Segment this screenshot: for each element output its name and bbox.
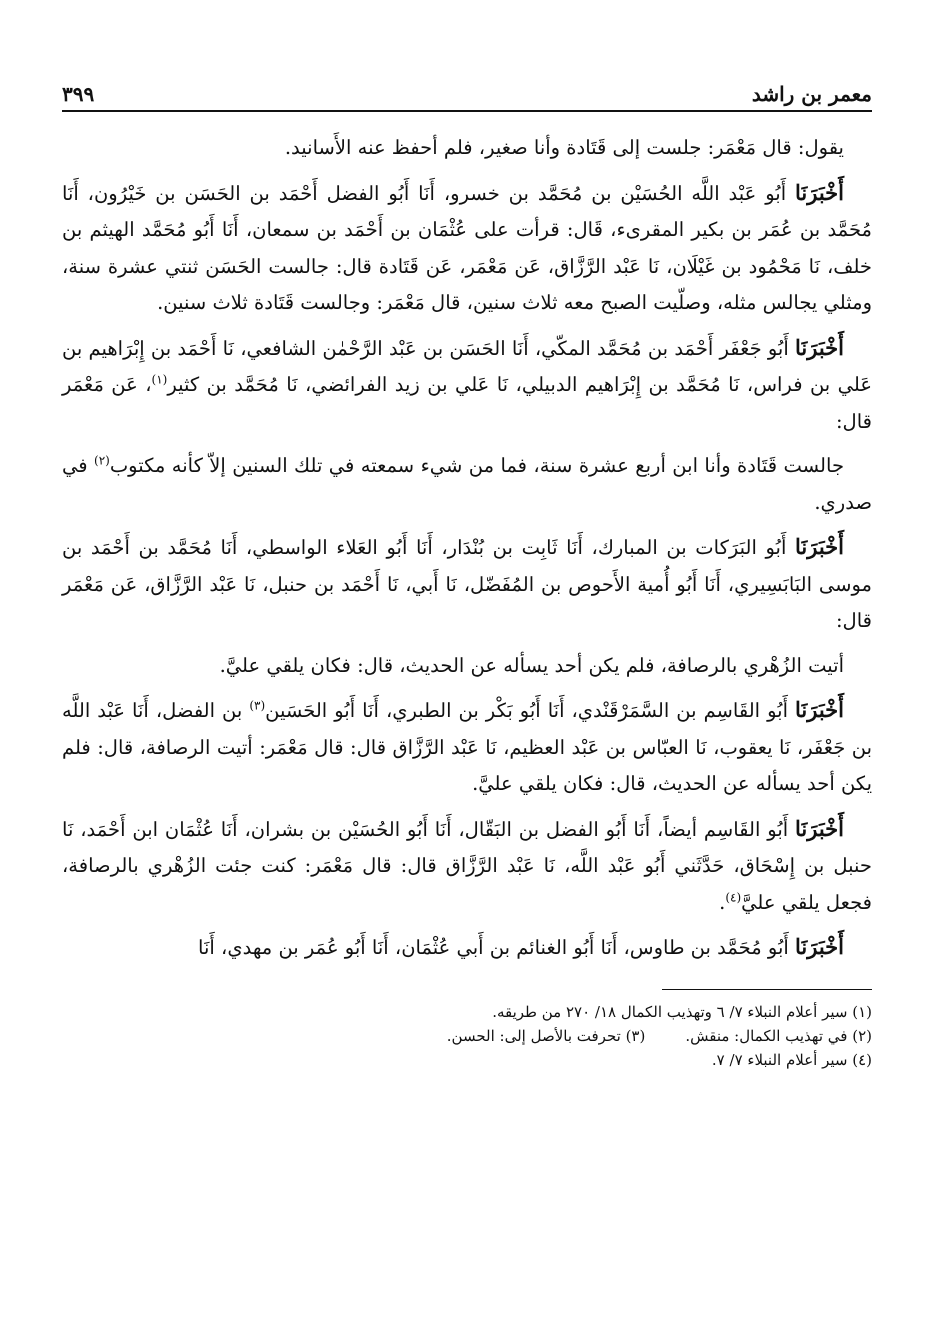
paragraph: [62, 692, 872, 803]
paragraph-text: أَبُو عَبْد اللَّه الحُسَيْن بن مُحَمَّد بن خسرو، أَنَا أَبُو الفضل أَحْمَد بن الحَسَن بن خَيْرُون، أَنَا مُحَمَّد بن عُمَر بن بكير المقرىء، قَال: قرأت على عُثْمَان بن أَحْمَد بن سمعان، أَنَا أَبُو مُحَمَّد الهيثم بن خلف، نَا مَحْمُود بن غَيْلَان، نَا عَبْد الرَّزَّاق، عَن مَعْمَر، عَن قَتَادة قال: جالست الحَسَن ثنتي عشرة سنة، ومثلي يجالس مثله، وصلّيت الصبح معه ثلاث سنين، قال مَعْمَر: وجالست قَتَادة ثلاث سنين.: [62, 181, 872, 314]
footnote: (٣) تحرفت بالأصل إلى: الحسن.: [446, 1026, 646, 1045]
footnote-ref: (٣): [249, 698, 266, 713]
footnote-ref: (٢): [94, 453, 110, 468]
paragraph-text: يقول: قال مَعْمَر: جلست إلى قَتَادة وأنا صغير، فلم أحفظ عنه الأَسانيد.: [284, 136, 844, 159]
body-text: [62, 130, 872, 967]
paragraph-tail: في صدري.: [62, 454, 872, 514]
paragraph-text: أتيت الزُهْري بالرصافة، فلم يكن أحد يسأله عن الحديث، قال: فكان يلقي عليَّ.: [219, 653, 844, 677]
footnote-ref: (١): [151, 372, 168, 387]
page: [62, 70, 872, 1072]
paragraph-text: أَبُو القَاسِم بن السَّمَرْقَنْدي، أَنَا أَبُو بَكْر بن الطبري، أَنَا أَبُو الحَسَين: [265, 699, 795, 722]
paragraph-text: أَبُو البَرَكات بن المبارك، أَنَا ثَابِت بن بُنْدَار، أَنَا أَبُو العَلاء الواسطي، أَنَا مُحَمَّد بن أَحْمَد بن موسى البَابَسِيري، أَنَا أَبُو أُمية الأَحوص بن المُفَضّل، نَا أَبي، نَا أَحْمَد بن حنبل، نَا عَبْد الرَّزَّاق، عَن مَعْمَر قال:: [62, 536, 872, 632]
paragraph-text: أَبُو مُحَمَّد بن طاوس، أَنَا أَبُو الغنائم بن أَبي عُثْمَان، أَنَا أَبُو عُمَر بن مهدي، أَنَا: [198, 936, 796, 959]
paragraph: [62, 811, 872, 922]
paragraph: [62, 130, 872, 167]
footnote-divider: [662, 989, 872, 990]
paragraph-lead: أَخْبَرَنَا: [795, 934, 844, 959]
paragraph-text: أَبُو القَاسِم أيضاً، أَنَا أَبُو الفضل بن البَقّال، أَنَا أَبُو الحُسَيْن بن بشران، أَنَا عُثْمَان ابن أَحْمَد، نَا حنبل بن إِسْحَاق، حَدَّثَني أَبُو عَبْد اللَّه، نَا عَبْد الرَّزَّاق قال: قال مَعْمَر: كنت جئت الزُهْري بالرصافة، فجعل يلقي عليَّ: [62, 817, 872, 914]
running-title: معمر بن راشد: [751, 82, 872, 106]
footnote: (٢) في تهذيب الكمال: منقش.: [685, 1026, 872, 1045]
footnote-ref: (٤): [725, 890, 742, 904]
paragraph-tail: .: [719, 890, 726, 914]
paragraph-lead: أَخْبَرَنَا: [795, 334, 844, 360]
footnotes: [62, 1000, 872, 1072]
paragraph: [62, 175, 872, 322]
paragraph: [62, 330, 872, 441]
footnote: (١) سير أعلام النبلاء ٧/ ٦ وتهذيب الكمال ١٨/ ٢٧٠ من طريقه.: [492, 1002, 872, 1021]
paragraph-tail: بن الفضل، أَنَا عَبْد اللَّه بن جَعْفَر، نَا يعقوب، نَا العبّاس بن عَبْد العظيم، نَا عَبْد الرَّزَّاق قال: قال مَعْمَر: أتيت الرصافة، قال: فلم يكن أحد يسأله عن الحديث، قال: فكان يلقي عليَّ.: [62, 699, 872, 795]
paragraph-lead: أَخْبَرَنَا: [795, 697, 844, 722]
footnote-row: [62, 1024, 872, 1048]
paragraph: [62, 929, 872, 967]
page-number: ٣٩٩: [62, 82, 95, 106]
paragraph-lead: أَخْبَرَنَا: [795, 815, 844, 841]
paragraph-text: أَبُو جَعْفَر أَحْمَد بن مُحَمَّد المكّي، أَنَا الحَسَن بن عَبْد الرَّحْمٰن الشافعي، نَا أَحْمَد بن إِبْرَاهيم بن عَلي بن فراس، نَا مُحَمَّد بن إِبْرَاهيم الدبيلي، نَا عَلي بن زيد الفرائضي، نَا مُحَمَّد بن كثير: [62, 336, 872, 396]
page-header: [62, 70, 872, 112]
paragraph-lead: أَخْبَرَنَا: [795, 179, 844, 205]
paragraph-tail: ، عَن مَعْمَر قال:: [62, 373, 872, 433]
footnote: (٤) سير أعلام النبلاء ٧/ ٧.: [711, 1050, 872, 1069]
paragraph: [62, 448, 872, 521]
paragraph: [62, 648, 872, 685]
paragraph: [62, 529, 872, 640]
paragraph-text: جالست قَتَادة وأنا ابن أربع عشرة سنة، فما من شيء سمعته في تلك السنين إلاّ كأنه مكتوب: [109, 454, 844, 477]
paragraph-lead: أَخْبَرَنَا: [795, 534, 844, 559]
